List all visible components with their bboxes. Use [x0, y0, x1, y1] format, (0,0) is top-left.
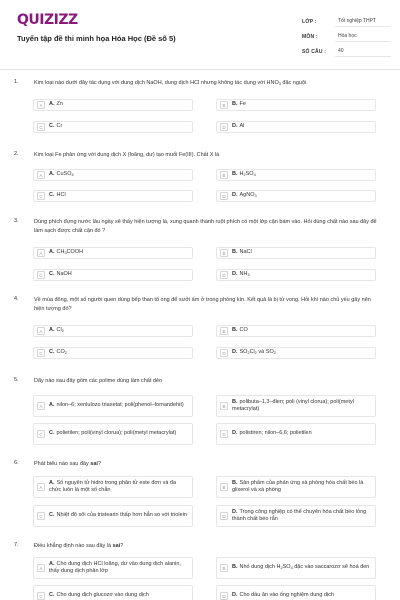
option-letter-box: D: [220, 349, 228, 357]
question-text: Phát biểu nào sau đây sai?: [34, 461, 101, 467]
option-a[interactable]: [33, 169, 193, 181]
option-text: C. Cr: [49, 123, 63, 129]
option-a[interactable]: [33, 395, 193, 417]
option-b[interactable]: [216, 557, 376, 579]
option-letter-box: A: [37, 402, 45, 410]
option-letter-box: D: [220, 123, 228, 131]
option-a[interactable]: [33, 476, 193, 498]
option-c[interactable]: [33, 269, 193, 281]
option-letter-box: D: [220, 192, 228, 200]
option-letter-box: A: [37, 249, 45, 257]
option-text: A. nilon–6; xenlulozo triaxetat; poli(phenol–fomandehit): [49, 402, 184, 408]
option-text: D. polistiren; nilon–6,6; polietilen: [232, 430, 312, 436]
question-number: 7.: [14, 542, 19, 548]
option-letter-box: B: [220, 327, 228, 335]
option-letter-box: C: [37, 192, 45, 200]
option-text: D. Al: [232, 123, 245, 129]
question-number: 5.: [14, 377, 19, 383]
option-text: D. AgNO$_3$: [232, 192, 257, 198]
option-letter-box: D: [220, 430, 228, 438]
option-c[interactable]: [33, 505, 193, 527]
option-letter-box: C: [37, 271, 45, 279]
option-d[interactable]: [216, 269, 376, 281]
option-d[interactable]: [216, 505, 376, 527]
option-text: C. $CO_2$: [49, 349, 67, 355]
option-text: D. Cho dầu ăn vào ống nghiệm dung dịch: [232, 592, 334, 598]
option-letter-box: C: [37, 592, 45, 600]
option-letter-box: D: [220, 592, 228, 600]
question-text: Kim loại Fe phản ứng với dung dịch X (loãng, dư) tạo muối Fe(III). Chất X là: [34, 152, 220, 158]
option-text: C. NaOH: [49, 271, 72, 277]
option-letter-box: B: [220, 483, 228, 491]
option-text: C. Cho dung dịch glucozơ vào dung dịch: [49, 592, 149, 598]
option-text: A. Số nguyên tử hidro trong phân tử este đơn và đa chức luôn là một số chẵn: [49, 479, 177, 493]
question-text: Dùng phích đựng nước lâu ngày sẽ thấy hiện tượng là, xung quanh thành ruột phích có một lớp cặn bám vào. Hỏi dùng chất nào sau đây để làm sạch được chất cặn đó ?: [34, 219, 377, 234]
option-letter-box: C: [37, 430, 45, 438]
option-c[interactable]: [33, 585, 193, 600]
option-d[interactable]: [216, 585, 376, 600]
option-c[interactable]: [33, 121, 193, 133]
question-number: 6.: [14, 460, 19, 466]
option-text: B. Fe: [232, 101, 246, 107]
option-text: B. Sản phẩm của phản ứng xà phòng hóa chất béo là glixerol và xà phòng: [232, 479, 364, 493]
question-text: Kim loại nào dưới đây tác dụng với dung dịch NaOH, dung dịch HCl nhưng không tác dụng với $HNO_3$ đặc nguội: [34, 80, 307, 86]
option-letter-box: A: [37, 327, 45, 335]
option-text: C. HCl: [49, 192, 66, 198]
meta-class-field: Tốt nghiệp THPT: [335, 16, 391, 27]
question-number: 3.: [14, 218, 19, 224]
meta-subject-label: MÔN :: [302, 33, 318, 40]
option-letter-box: A: [37, 101, 45, 109]
option-text: A. Zn: [49, 101, 63, 107]
meta-count-row: [302, 44, 391, 59]
quizizz-logo: QUIZIZZ: [17, 12, 78, 28]
option-text: D. Trong công nghiệp có thể chuyển hóa chất béo lỏng thành chất béo rắn: [232, 508, 367, 522]
option-letter-box: D: [220, 512, 228, 520]
option-letter-box: A: [37, 171, 45, 179]
meta-subject-row: [302, 29, 391, 44]
question-text: Dãy nào sau đây gồm các polime dùng làm chất dẻo: [34, 378, 163, 384]
option-text: A. $Cl_2$: [49, 327, 64, 333]
option-text: D. $NH_3$: [232, 271, 250, 277]
option-c[interactable]: [33, 423, 193, 445]
option-d[interactable]: [216, 347, 376, 359]
option-a[interactable]: [33, 247, 193, 259]
question-text: Điều khẳng định nào sau đây là sai?: [34, 543, 124, 549]
option-a[interactable]: [33, 99, 193, 111]
option-text: B. NaCl: [232, 249, 252, 255]
option-a[interactable]: [33, 557, 193, 579]
option-letter-box: B: [220, 171, 228, 179]
option-text: A. CuSO$_4$: [49, 171, 74, 177]
worksheet-header: [0, 0, 400, 70]
option-letter-box: C: [37, 123, 45, 131]
option-letter-box: C: [37, 349, 45, 357]
meta-count-label: SỐ CÂU :: [302, 48, 327, 55]
question-number: 4.: [14, 296, 19, 302]
option-b[interactable]: [216, 325, 376, 337]
option-letter-box: A: [37, 564, 45, 572]
question-number: 2.: [14, 151, 19, 157]
option-d[interactable]: [216, 121, 376, 133]
option-letter-box: B: [220, 564, 228, 572]
meta-class-label: LỚP :: [302, 18, 317, 25]
option-text: A. Cho dung dịch HCl loãng, dư vào dung dịch alanin, thấy dung dịch phân lớp: [49, 560, 181, 574]
option-text: C. Nhiệt độ sôi của tristearin thấp hơn hẳn so với triolein: [49, 512, 187, 518]
option-text: B. Nhỏ dung dịch $H_2SO_4$ đặc vào saccarozơ sẽ hoá đen: [232, 563, 370, 570]
option-letter-box: B: [220, 402, 228, 410]
option-text: A. $CH_3COOH$: [49, 249, 84, 255]
option-a[interactable]: [33, 325, 193, 337]
option-letter-box: B: [220, 249, 228, 257]
question-text: Về mùa đông, một số người quen dùng bếp than tổ ong để sưởi ấm ở trong phòng kín. Kết quả là bị tử vong. Hỏi khí nào chủ yếu gây nên hiện tượng đó?: [34, 297, 371, 312]
option-b[interactable]: [216, 476, 376, 498]
option-text: C. polietilen; poli(vinyl clorua); poli(metyl metacrylat): [49, 430, 177, 436]
option-d[interactable]: [216, 423, 376, 445]
worksheet-meta: [302, 14, 391, 59]
option-letter-box: D: [220, 271, 228, 279]
option-b[interactable]: [216, 99, 376, 111]
option-b[interactable]: [216, 247, 376, 259]
option-letter-box: B: [220, 101, 228, 109]
option-letter-box: C: [37, 512, 45, 520]
meta-subject-field: Hóa học: [335, 31, 391, 42]
meta-count-field: 40: [335, 46, 391, 57]
meta-class-row: [302, 14, 391, 29]
worksheet-title: Tuyển tập đề thi minh họa Hóa Học (Đề số 5): [17, 34, 176, 43]
option-text: B. polibuta–1,3–đien; poli (vinyl clorua); poli(metyl metacrylat): [232, 398, 354, 412]
option-text: B. $H_2SO_4$: [232, 171, 256, 177]
option-c[interactable]: [33, 190, 193, 202]
option-b[interactable]: [216, 395, 376, 417]
option-c[interactable]: [33, 347, 193, 359]
option-text: D. $SO_2Cl_2$ và $SO_2$: [232, 349, 276, 355]
option-text: B. CO: [232, 327, 248, 333]
question-number: 1.: [14, 79, 19, 85]
option-letter-box: A: [37, 483, 45, 491]
option-d[interactable]: [216, 190, 376, 202]
option-b[interactable]: [216, 169, 376, 181]
